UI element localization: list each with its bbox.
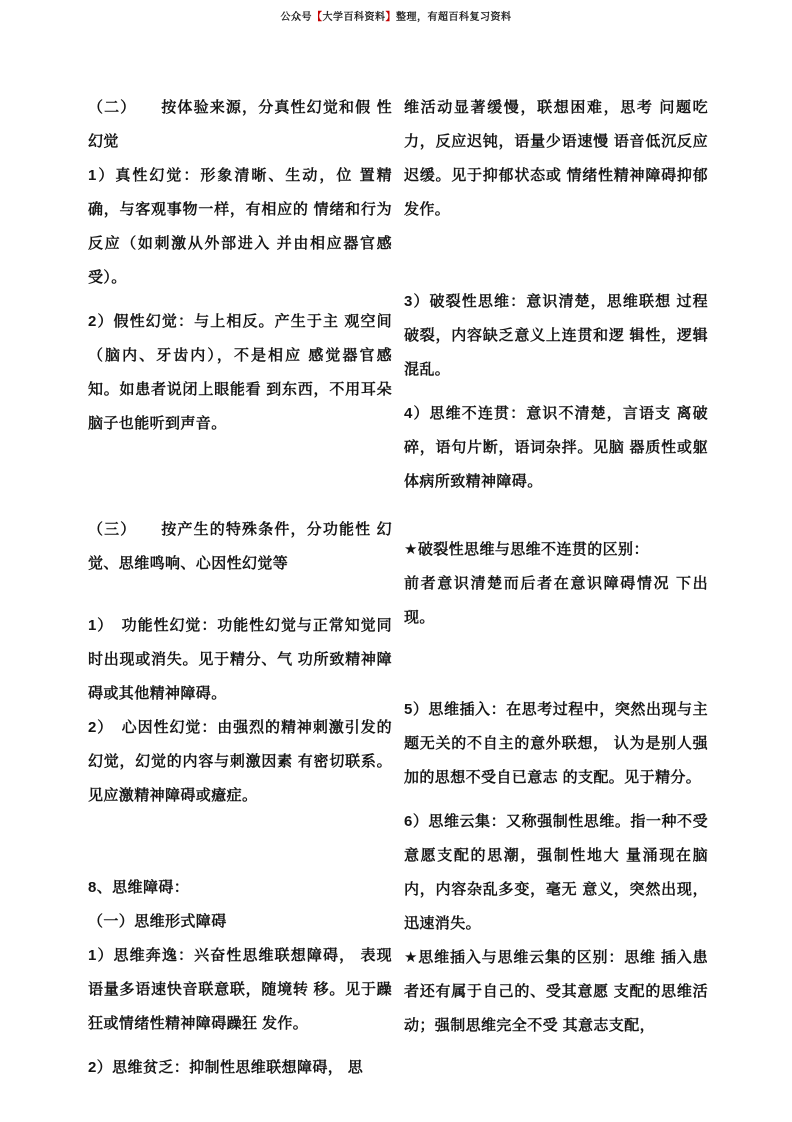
page-header	[0, 0, 792, 23]
header-bracket-close: 】	[385, 12, 396, 23]
header-account-name: 大学百科资料	[322, 12, 386, 23]
item-functional-hallucination: 1） 功能性幻觉：功能性幻觉与正常知觉同时出现或消失。见于精分、气 功所致精神障碍或其他精神障碍。	[88, 617, 392, 702]
item-poverty-of-thought: 2）思维贫乏：抑制性思维联想障碍， 思	[88, 1059, 364, 1076]
heading-by-experience-source: （二） 按体验来源，分真性幻觉和假 性幻觉	[88, 99, 392, 150]
item-thought-insertion: 5）思维插入：在思考过程中，突然出现与主题无关的不自主的意外联想， 认为是别人强加的思想不受自已意志 的支配。见于精分。	[404, 701, 708, 786]
header-bracket-open: 【	[312, 12, 323, 23]
two-column-body	[0, 23, 792, 1085]
heading-thought-form-disorder: （一）思维形式障碍	[88, 913, 227, 930]
item-incoherence-of-thought: 4）思维不连贯：意识不清楚，言语支 离破碎，语句片断，语词杂拌。见脑 器质性或躯体病所致精神障碍。	[404, 405, 708, 490]
item-true-hallucination: 1）真性幻觉：形象清晰、生动，位 置精确，与客观事物一样，有相应的 情绪和行为反应（如刺激从外部进入 并由相应器官感受）。	[88, 167, 392, 286]
note-splitting-vs-incoherence-title: ★破裂性思维与思维不连贯的区别：	[404, 541, 649, 558]
note-insertion-vs-pressure: ★思维插入与思维云集的区别：思维 插入患者还有属于自己的、受其意愿 支配的思维活动；强制思维完全不受 其意志支配，	[404, 949, 708, 1034]
note-splitting-vs-incoherence-body: 前者意识清楚而后者在意识障碍情况 下出现。	[404, 575, 708, 626]
item-psychogenic-hallucination: 2） 心因性幻觉：由强烈的精神刺激引发的幻觉，幻觉的内容与刺激因素 有密切联系。见应激精神障碍或癔症。	[88, 719, 392, 804]
header-prefix: 公众号	[280, 12, 312, 23]
item-pressure-of-thought: 6）思维云集：又称强制性思维。指一种不受意愿支配的思潮，强制性地大 量涌现在脑内，内容杂乱多变，毫无 意义，突然出现，迅速消失。	[404, 813, 708, 932]
heading-thought-disorder: 8、思维障碍：	[88, 879, 190, 896]
right-column	[404, 91, 708, 1085]
continuation-poverty-of-thought: 维活动显著缓慢，联想困难，思考 问题吃力，反应迟钝，语量少语速慢 语音低沉反应迟缓。见于抑郁状态或 情绪性精神障碍抑郁发作。	[404, 99, 708, 218]
item-splitting-of-thought: 3）破裂性思维：意识清楚，思维联想 过程破裂，内容缺乏意义上连贯和逻 辑性，逻辑混乱。	[404, 293, 708, 378]
item-pseudo-hallucination: 2）假性幻觉：与上相反。产生于主 观空间（脑内、牙齿内），不是相应 感觉器官感知。如患者说闭上眼能看 到东西，不用耳朵脑子也能听到声音。	[88, 313, 392, 432]
heading-by-special-condition: （三） 按产生的特殊条件，分功能性 幻觉、思维鸣响、心因性幻觉等	[88, 521, 392, 572]
header-suffix: 整理，有超百科复习资料	[396, 12, 512, 23]
item-flight-of-ideas: 1）思维奔逸：兴奋性思维联想障碍， 表现语量多语速快音联意联，随境转 移。见于躁狂或情绪性精神障碍躁狂 发作。	[88, 947, 392, 1032]
left-column	[88, 91, 392, 1085]
